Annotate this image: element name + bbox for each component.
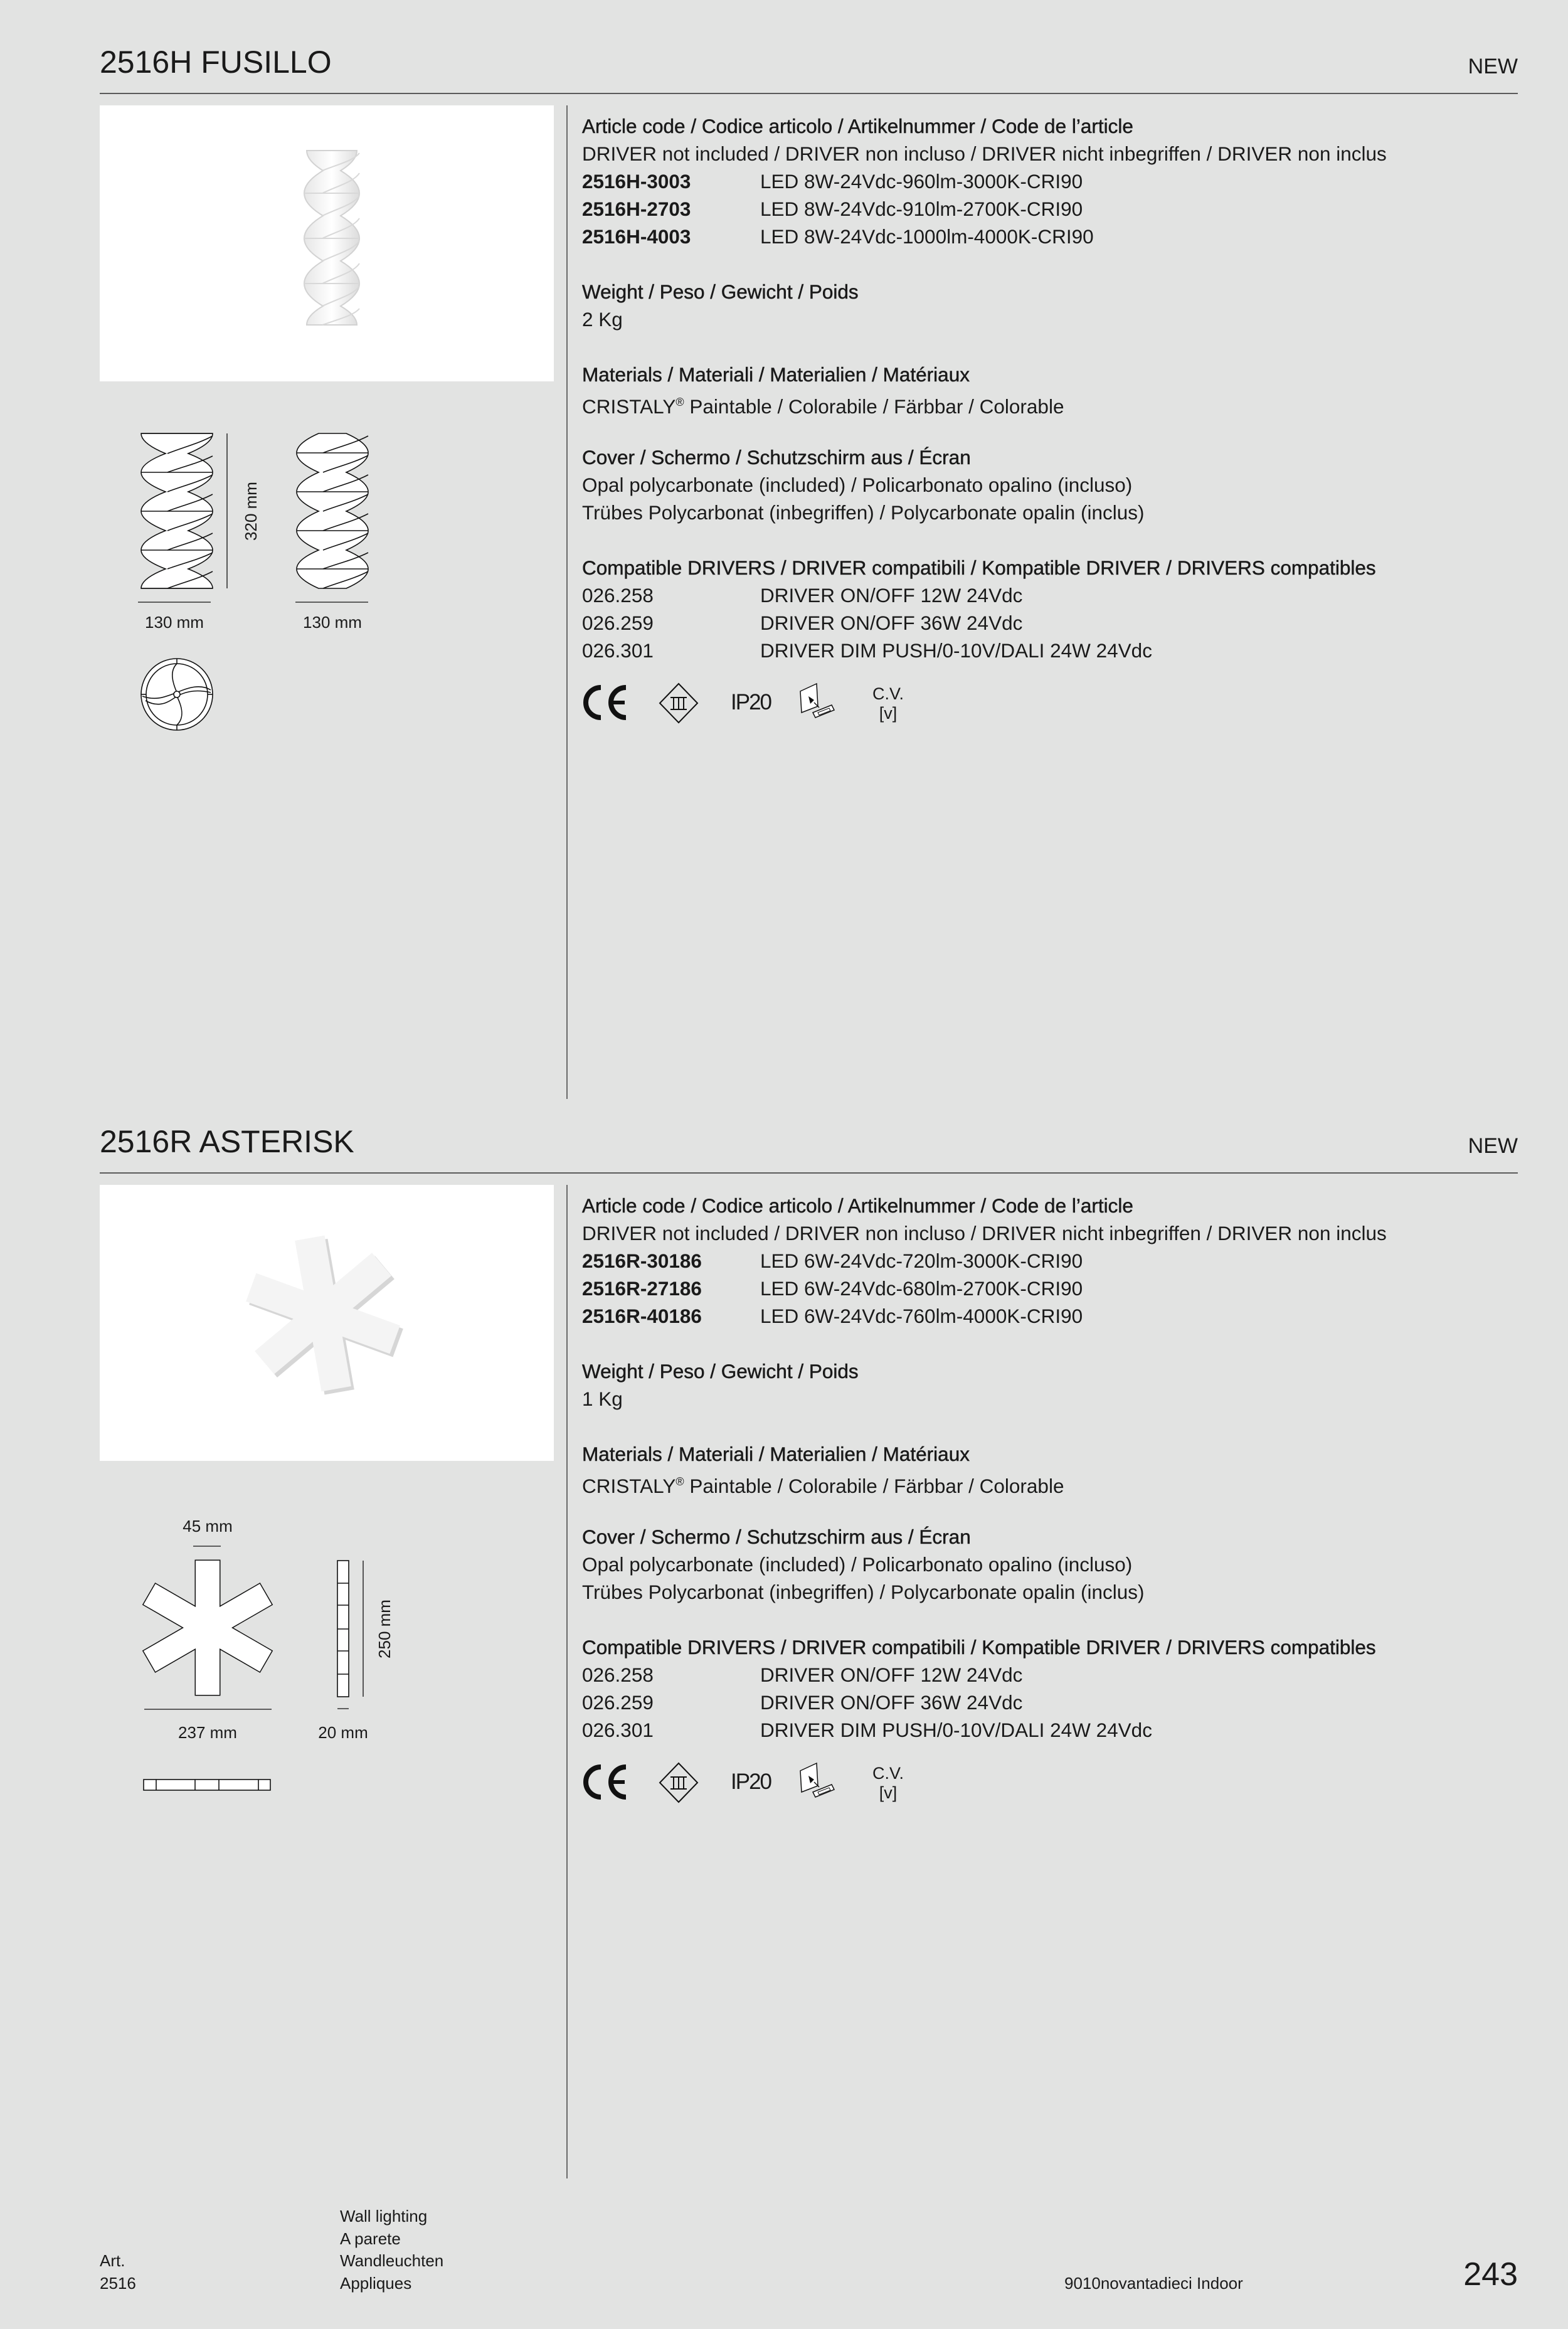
driver-code: 026.259 bbox=[582, 612, 654, 634]
cover-line: Opal polycarbonate (included) / Policarbonato opalino (incluso) bbox=[582, 1553, 1133, 1576]
new-badge: NEW bbox=[1468, 55, 1518, 78]
front-view-outline bbox=[144, 1561, 272, 1695]
drivers-heading: Compatible DRIVERS / DRIVER compatibili / Kompatible DRIVER / DRIVERS compatibles bbox=[582, 1636, 1376, 1658]
product-section-fusillo bbox=[0, 0, 1568, 1104]
weight-value: 2 Kg bbox=[582, 308, 623, 331]
article-code-heading: Article code / Codice articolo / Artikelnummer / Code de l’article bbox=[582, 1194, 1133, 1217]
weight-heading: Weight / Peso / Gewicht / Poids bbox=[582, 1360, 859, 1382]
materials-text: Paintable / Colorabile / Färbbar / Colorable bbox=[684, 1475, 1064, 1497]
column-divider bbox=[566, 105, 568, 1099]
cv-unit: [v] bbox=[879, 704, 898, 723]
materials-value bbox=[582, 388, 1510, 416]
category-line: A parete bbox=[340, 2229, 401, 2248]
ce-mark-icon bbox=[582, 684, 628, 721]
article-code: 2516R-40186 bbox=[582, 1305, 702, 1327]
spec-column bbox=[582, 112, 1510, 664]
driver-code: 026.301 bbox=[582, 639, 654, 662]
cv-label: C.V. bbox=[872, 684, 904, 703]
article-code-heading: Article code / Codice articolo / Artikelnummer / Code de l’article bbox=[582, 115, 1133, 137]
article-number: 2516 bbox=[100, 2273, 136, 2293]
column-divider bbox=[566, 1185, 568, 2178]
driver-code: 026.259 bbox=[582, 1691, 654, 1714]
driver-code: 026.258 bbox=[582, 1663, 654, 1686]
product-section-asterisk bbox=[0, 1080, 1568, 2183]
page-number: 243 bbox=[1463, 2256, 1518, 2293]
asterisk-technical-drawing bbox=[0, 1080, 564, 1832]
remote-driver-icon bbox=[799, 1762, 843, 1801]
certification-icons bbox=[582, 682, 958, 726]
arm-width-label: 45 mm bbox=[183, 1517, 233, 1536]
width-label: 237 mm bbox=[178, 1723, 237, 1742]
class-iii-icon bbox=[659, 1762, 699, 1803]
spec-column bbox=[582, 1192, 1510, 1744]
materials-value bbox=[582, 1468, 1510, 1495]
certification-icons bbox=[582, 1762, 958, 1806]
driver-code: 026.301 bbox=[582, 1719, 654, 1741]
cover-heading: Cover / Schermo / Schutzschirm aus / Écran bbox=[582, 1525, 971, 1548]
article-row bbox=[582, 1275, 1510, 1302]
materials-heading: Materials / Materiali / Materialien / Matériaux bbox=[582, 1443, 970, 1465]
cover-line: Trübes Polycarbonat (inbegriffen) / Polycarbonate opalin (inclus) bbox=[582, 501, 1145, 524]
materials-heading: Materials / Materiali / Materialien / Matériaux bbox=[582, 363, 970, 386]
article-row bbox=[582, 1247, 1510, 1275]
article-row bbox=[582, 1302, 1510, 1330]
driver-desc: DRIVER ON/OFF 36W 24Vdc bbox=[760, 1691, 1023, 1714]
driver-row bbox=[582, 1689, 1510, 1716]
ce-mark-icon bbox=[582, 1763, 628, 1801]
article-row bbox=[582, 223, 1510, 250]
product-title: 2516H FUSILLO bbox=[100, 45, 332, 80]
registered-mark: ® bbox=[675, 396, 684, 408]
driver-row bbox=[582, 1716, 1510, 1744]
driver-note: DRIVER not included / DRIVER non incluso / DRIVER nicht inbegriffen / DRIVER non inclus bbox=[582, 142, 1387, 165]
side-view bbox=[337, 1561, 349, 1697]
registered-mark: ® bbox=[675, 1475, 684, 1488]
driver-note: DRIVER not included / DRIVER non incluso / DRIVER nicht inbegriffen / DRIVER non inclus bbox=[582, 1222, 1387, 1244]
driver-row bbox=[582, 581, 1510, 609]
materials-brand: CRISTALY bbox=[582, 395, 676, 418]
article-code: 2516H-2703 bbox=[582, 198, 691, 220]
article-row bbox=[582, 167, 1510, 195]
article-row bbox=[582, 195, 1510, 223]
product-title: 2516R ASTERISK bbox=[100, 1124, 354, 1159]
cv-label: C.V. bbox=[872, 1764, 904, 1783]
cover-line: Trübes Polycarbonat (inbegriffen) / Polycarbonate opalin (inclus) bbox=[582, 1581, 1145, 1603]
article-desc: LED 6W-24Vdc-680lm-2700K-CRI90 bbox=[760, 1277, 1083, 1300]
constant-voltage-label bbox=[872, 1764, 904, 1803]
category-line: Appliques bbox=[340, 2273, 412, 2293]
class-iii-icon bbox=[659, 682, 699, 724]
ip-rating: IP20 bbox=[731, 1769, 771, 1794]
top-view bbox=[144, 1780, 270, 1790]
driver-code: 026.258 bbox=[582, 584, 654, 607]
height-dimension-label: 320 mm bbox=[241, 482, 260, 541]
category-line: Wandleuchten bbox=[340, 2251, 444, 2270]
footer-category bbox=[340, 2205, 443, 2295]
cv-unit: [v] bbox=[879, 1783, 898, 1802]
driver-row bbox=[582, 1661, 1510, 1689]
drivers-heading: Compatible DRIVERS / DRIVER compatibili / Kompatible DRIVER / DRIVERS compatibles bbox=[582, 556, 1376, 579]
depth-label: 20 mm bbox=[318, 1723, 368, 1742]
footer-article bbox=[100, 2250, 136, 2295]
article-desc: LED 8W-24Vdc-910lm-2700K-CRI90 bbox=[760, 198, 1083, 220]
new-badge: NEW bbox=[1468, 1134, 1518, 1158]
weight-value: 1 Kg bbox=[582, 1387, 623, 1410]
fusillo-technical-drawing bbox=[0, 0, 564, 753]
weight-heading: Weight / Peso / Gewicht / Poids bbox=[582, 280, 859, 303]
cover-line: Opal polycarbonate (included) / Policarbonato opalino (incluso) bbox=[582, 474, 1133, 496]
cover-heading: Cover / Schermo / Schutzschirm aus / Écran bbox=[582, 446, 971, 469]
article-desc: LED 8W-24Vdc-1000lm-4000K-CRI90 bbox=[760, 225, 1094, 248]
driver-desc: DRIVER ON/OFF 12W 24Vdc bbox=[760, 584, 1023, 607]
category-line: Wall lighting bbox=[340, 2207, 428, 2226]
side-width-label: 130 mm bbox=[303, 613, 362, 632]
article-code: 2516H-4003 bbox=[582, 225, 691, 248]
article-code: 2516H-3003 bbox=[582, 170, 691, 193]
article-desc: LED 8W-24Vdc-960lm-3000K-CRI90 bbox=[760, 170, 1083, 193]
driver-row bbox=[582, 637, 1510, 664]
driver-desc: DRIVER DIM PUSH/0-10V/DALI 24W 24Vdc bbox=[760, 1719, 1152, 1741]
side-view-outline bbox=[297, 433, 368, 588]
constant-voltage-label bbox=[872, 684, 904, 723]
article-code: 2516R-30186 bbox=[582, 1249, 702, 1272]
article-desc: LED 6W-24Vdc-760lm-4000K-CRI90 bbox=[760, 1305, 1083, 1327]
top-view bbox=[141, 659, 213, 730]
front-width-label: 130 mm bbox=[145, 613, 204, 632]
driver-desc: DRIVER ON/OFF 36W 24Vdc bbox=[760, 612, 1023, 634]
driver-row bbox=[582, 609, 1510, 637]
materials-text: Paintable / Colorabile / Färbbar / Colorable bbox=[684, 395, 1064, 418]
driver-desc: DRIVER DIM PUSH/0-10V/DALI 24W 24Vdc bbox=[760, 639, 1152, 662]
remote-driver-icon bbox=[799, 682, 843, 721]
height-dimension-label: 250 mm bbox=[375, 1600, 394, 1658]
driver-desc: DRIVER ON/OFF 12W 24Vdc bbox=[760, 1663, 1023, 1686]
ip-rating: IP20 bbox=[731, 690, 771, 714]
article-code: 2516R-27186 bbox=[582, 1277, 702, 1300]
article-label: Art. bbox=[100, 2251, 125, 2270]
materials-brand: CRISTALY bbox=[582, 1475, 676, 1497]
article-desc: LED 6W-24Vdc-720lm-3000K-CRI90 bbox=[760, 1249, 1083, 1272]
footer-brand: 9010novantadieci Indoor bbox=[1064, 2274, 1243, 2293]
